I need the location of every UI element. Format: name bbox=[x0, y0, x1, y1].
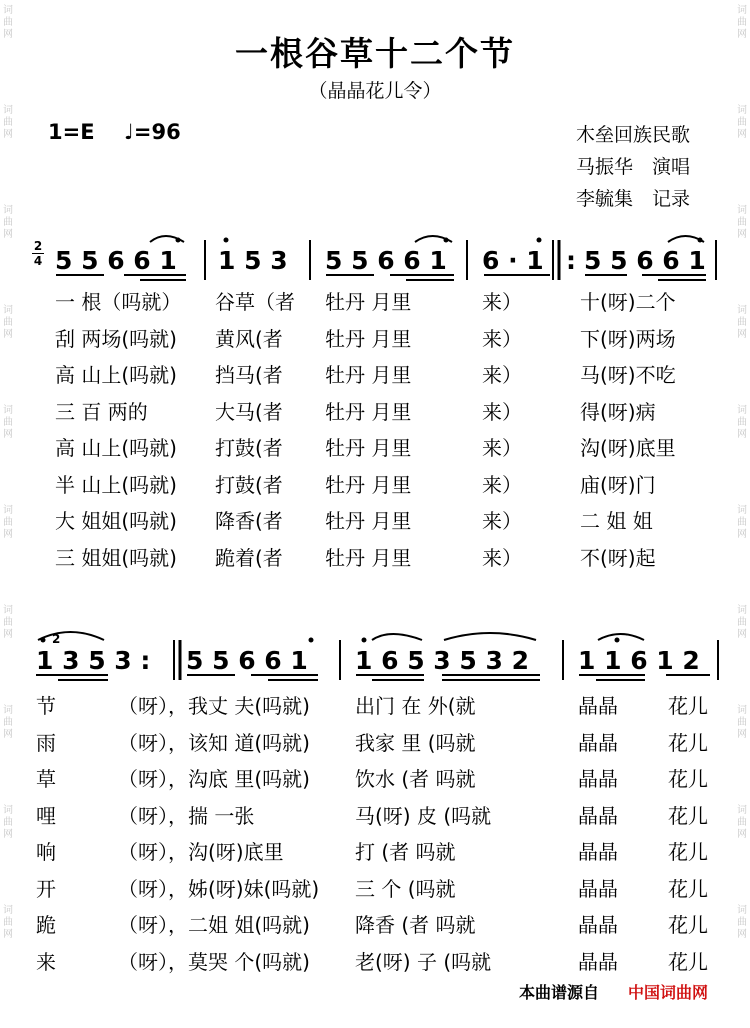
lyric-cell: 刮 两场(吗就) bbox=[55, 326, 177, 351]
watermark-right: 词曲网 bbox=[737, 905, 747, 940]
slur bbox=[444, 633, 536, 640]
lyric-cell: 十(呀)二个 bbox=[580, 290, 676, 314]
watermark-left: 词曲网 bbox=[3, 405, 13, 440]
lyric-cell: （呀），揣 一张 bbox=[118, 803, 255, 828]
lyric-cell: 沟(呀)底里 bbox=[580, 436, 676, 460]
lyric-cell: 来） bbox=[482, 472, 522, 497]
lyric-cell: 半 山上(吗就) bbox=[55, 472, 177, 497]
lyric-cell: 花儿 bbox=[668, 694, 708, 718]
lyric-cell: 来） bbox=[482, 326, 522, 351]
lyric-cell: 二 姐 姐 bbox=[580, 509, 653, 533]
measure-notes: 5 5 6 6 1 bbox=[325, 246, 447, 275]
credit-recorder: 李毓集 记录 bbox=[576, 188, 691, 210]
lyric-cell: 雨 bbox=[36, 730, 56, 755]
lyric-cell: 开 bbox=[36, 876, 56, 901]
watermark-right: 词曲网 bbox=[737, 705, 747, 740]
tempo-marking: ♩=96 bbox=[124, 120, 181, 144]
lyric-cell: 晶晶 bbox=[578, 730, 618, 755]
lyric-cell: 晶晶 bbox=[578, 876, 618, 901]
watermark-left: 词曲网 bbox=[3, 205, 13, 240]
time-signature-top: 2 bbox=[33, 239, 43, 253]
watermark-left: 词曲网 bbox=[3, 605, 13, 640]
lyric-cell: 马(呀)不吃 bbox=[580, 363, 676, 387]
slur bbox=[598, 634, 644, 640]
lyric-cell: 晶晶 bbox=[578, 803, 618, 828]
lyric-cell: 牡丹 月里 bbox=[325, 363, 412, 387]
lyric-cell: 打鼓(者 bbox=[215, 472, 283, 497]
source-label: 本曲谱源自 bbox=[519, 983, 600, 1002]
watermark-right: 词曲网 bbox=[737, 5, 747, 40]
lyric-cell: 花儿 bbox=[668, 876, 708, 901]
lyric-cell: 打鼓(者 bbox=[215, 436, 283, 460]
octave-dot bbox=[224, 238, 229, 243]
lyric-cell: 不(呀)起 bbox=[580, 545, 656, 570]
measure-notes: 5 5 6 6 1 bbox=[55, 246, 177, 275]
lyric-cell: （呀），该知 道(吗就) bbox=[118, 730, 310, 755]
octave-dot bbox=[698, 238, 703, 243]
lyric-cell: 花儿 bbox=[668, 949, 708, 974]
watermark-left: 词曲网 bbox=[3, 105, 13, 140]
watermark-right: 词曲网 bbox=[737, 505, 747, 540]
lyric-cell: 晶晶 bbox=[578, 840, 618, 864]
lyric-cell: 晶晶 bbox=[578, 767, 618, 791]
lyric-cell: 三 姐姐(吗就) bbox=[55, 545, 177, 570]
lyric-cell: 来 bbox=[36, 949, 56, 974]
lyric-cell: 一 根（吗就） bbox=[55, 290, 182, 314]
lyric-cell: 花儿 bbox=[668, 913, 708, 937]
octave-dot bbox=[309, 638, 314, 643]
watermark-right: 词曲网 bbox=[737, 605, 747, 640]
lyric-cell: 马(呀) 皮 (吗就 bbox=[355, 803, 492, 828]
lyric-cell: 大 姐姐(吗就) bbox=[55, 509, 177, 533]
lyric-cell: 高 山上(吗就) bbox=[55, 436, 177, 460]
lyric-cell: 大马(者 bbox=[215, 399, 283, 424]
lyric-cell: 哩 bbox=[36, 803, 56, 828]
lyric-cell: 降香(者 bbox=[215, 509, 283, 533]
lyric-cell: 牡丹 月里 bbox=[325, 326, 412, 351]
octave-dot bbox=[176, 238, 181, 243]
lyric-cell: 牡丹 月里 bbox=[325, 290, 412, 314]
watermark-left: 词曲网 bbox=[3, 305, 13, 340]
watermark-left: 词曲网 bbox=[3, 805, 13, 840]
octave-dot bbox=[362, 638, 367, 643]
lyric-cell: （呀），沟(呀)底里 bbox=[118, 840, 284, 864]
time-signature-bottom: 4 bbox=[33, 254, 43, 268]
lyric-cell: 三 百 两的 bbox=[55, 399, 148, 424]
lyric-cell: 花儿 bbox=[668, 730, 708, 755]
watermark-right: 词曲网 bbox=[737, 805, 747, 840]
lyric-cell: 庙(呀)门 bbox=[580, 472, 656, 497]
lyric-cell: 来） bbox=[482, 399, 522, 424]
lyric-cell: 花儿 bbox=[668, 767, 708, 791]
lyric-cell: 晶晶 bbox=[578, 694, 618, 718]
watermark-left: 词曲网 bbox=[3, 505, 13, 540]
lyric-cell: （呀），莫哭 个(吗就) bbox=[118, 949, 310, 974]
credit-performer: 马振华 演唱 bbox=[576, 156, 691, 178]
lyric-cell: （呀），姊(呀)妹(吗就) bbox=[118, 876, 320, 901]
lyric-cell: 下(呀)两场 bbox=[580, 326, 676, 351]
measure-notes: 1 1 6 1 2 bbox=[578, 646, 700, 675]
measure-notes: 5 5 6 6 1 bbox=[186, 646, 308, 675]
credit-origin: 木垒回族民歌 bbox=[576, 124, 691, 146]
lyric-cell: 节 bbox=[36, 694, 56, 718]
lyric-cell: 挡马(者 bbox=[215, 363, 283, 387]
slur bbox=[372, 634, 422, 640]
lyric-cell: 降香 (者 吗就 bbox=[355, 913, 476, 937]
song-subtitle: （晶晶花儿令） bbox=[308, 80, 442, 102]
measure-notes: 1 3 5 3 : bbox=[36, 646, 151, 675]
lyric-cell: 牡丹 月里 bbox=[325, 509, 412, 533]
lyric-cell: （呀），沟底 里(吗就) bbox=[118, 767, 310, 791]
measure-notes: 1 5 3 bbox=[218, 246, 288, 275]
watermark-right: 词曲网 bbox=[737, 405, 747, 440]
lyric-cell: 出门 在 外(就 bbox=[355, 694, 476, 718]
lyric-cell: 高 山上(吗就) bbox=[55, 363, 177, 387]
lyric-cell: 跪着(者 bbox=[215, 545, 283, 570]
octave-dot bbox=[615, 638, 620, 643]
lyric-cell: 跪 bbox=[36, 913, 56, 937]
lyric-cell: 我家 里 (吗就 bbox=[355, 730, 476, 755]
watermark-right: 词曲网 bbox=[737, 305, 747, 340]
watermark-left: 词曲网 bbox=[3, 705, 13, 740]
lyric-cell: 响 bbox=[36, 840, 56, 864]
lyric-cell: （呀），二姐 姐(吗就) bbox=[118, 913, 310, 937]
slur bbox=[38, 632, 104, 640]
lyric-cell: 饮水 (者 吗就 bbox=[355, 767, 476, 791]
measure-notes: 6 · 1 bbox=[482, 246, 544, 275]
lyric-cell: 打 (者 吗就 bbox=[355, 840, 456, 864]
lyric-cell: 三 个 (吗就 bbox=[355, 876, 456, 901]
lyric-cell: 来） bbox=[482, 363, 522, 387]
lyric-cell: 来） bbox=[482, 436, 522, 460]
lyric-cell: 谷草（者 bbox=[215, 290, 295, 314]
octave-dot bbox=[41, 638, 46, 643]
lyric-cell: （呀），我丈 夫(吗就) bbox=[118, 694, 310, 718]
lyric-cell: 晶晶 bbox=[578, 913, 618, 937]
lyric-cell: 牡丹 月里 bbox=[325, 399, 412, 424]
lyric-cell: 来） bbox=[482, 509, 522, 533]
lyric-cell: 花儿 bbox=[668, 840, 708, 864]
watermark-right: 词曲网 bbox=[737, 105, 747, 140]
lyric-cell: 来） bbox=[482, 545, 522, 570]
octave-dot bbox=[537, 238, 542, 243]
measure-notes: 5 5 6 6 1 bbox=[584, 246, 706, 275]
lyric-cell: 来） bbox=[482, 290, 522, 314]
lyric-cell: 得(呀)病 bbox=[580, 399, 656, 424]
lyric-cell: 草 bbox=[36, 767, 56, 791]
key-signature: 1=E bbox=[48, 120, 95, 144]
watermark-left: 词曲网 bbox=[3, 905, 13, 940]
lyric-cell: 老(呀) 子 (吗就 bbox=[355, 949, 492, 974]
site-link[interactable]: 中国词曲网 bbox=[628, 983, 709, 1002]
watermark-left: 词曲网 bbox=[3, 5, 13, 40]
measure-notes: 1 6 5 3 5 3 2 bbox=[355, 646, 529, 675]
grace-note: 2 bbox=[52, 632, 61, 646]
lyric-cell: 黄风(者 bbox=[215, 326, 283, 351]
repeat-colon: : bbox=[566, 246, 576, 275]
lyric-cell: 牡丹 月里 bbox=[325, 472, 412, 497]
octave-dot bbox=[444, 238, 449, 243]
lyric-cell: 花儿 bbox=[668, 803, 708, 828]
lyric-cell: 牡丹 月里 bbox=[325, 436, 412, 460]
watermark-right: 词曲网 bbox=[737, 205, 747, 240]
lyric-cell: 晶晶 bbox=[578, 949, 618, 974]
lyric-cell: 牡丹 月里 bbox=[325, 545, 412, 570]
song-title: 一根谷草十二个节 bbox=[235, 34, 515, 73]
